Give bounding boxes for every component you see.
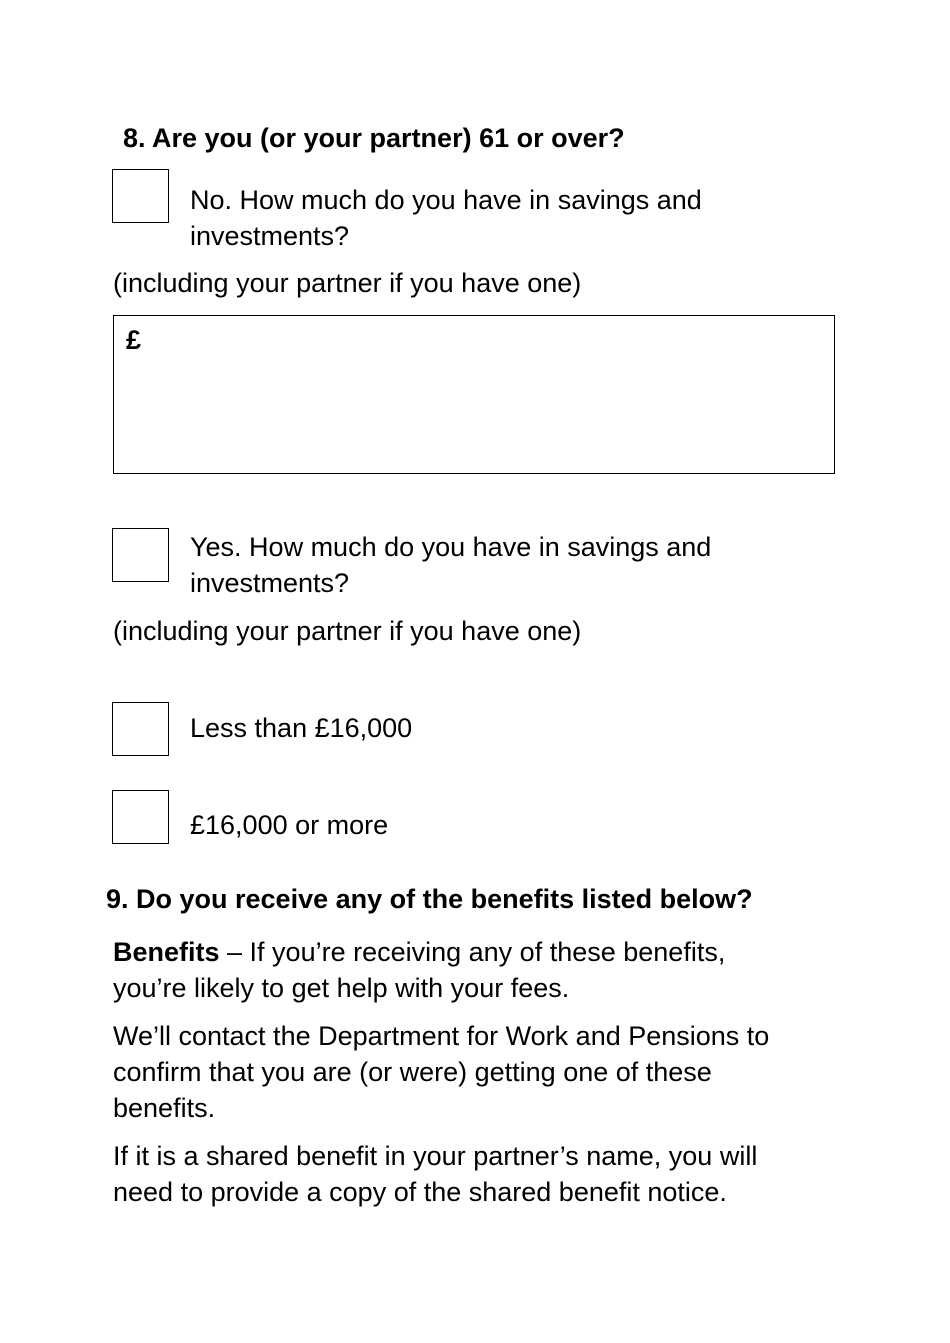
question-8-heading: 8. Are you (or your partner) 61 or over? xyxy=(123,123,625,153)
no-checkbox[interactable] xyxy=(112,169,169,223)
benefits-paragraph-line1 xyxy=(113,934,843,970)
16000-or-more-checkbox[interactable] xyxy=(112,790,169,844)
dwp-paragraph-line3: benefits. xyxy=(113,1093,216,1123)
yes-option-label-line1: Yes. How much do you have in savings and xyxy=(190,532,712,562)
question-9-heading: 9. Do you receive any of the benefits listed below? xyxy=(106,884,753,914)
dwp-paragraph-line2: confirm that you are (or were) getting one of these xyxy=(113,1057,712,1087)
no-option-label xyxy=(190,182,702,254)
yes-option-note: (including your partner if you have one) xyxy=(113,616,582,646)
no-option-note: (including your partner if you have one) xyxy=(113,268,582,298)
less-than-16000-label: Less than £16,000 xyxy=(190,713,413,743)
savings-amount-input[interactable] xyxy=(154,322,814,358)
dwp-paragraph-line1: We’ll contact the Department for Work and Pensions to xyxy=(113,1021,770,1051)
shared-benefit-paragraph xyxy=(113,1138,843,1210)
savings-amount-box xyxy=(113,315,835,474)
pound-sign: £ xyxy=(126,325,142,355)
shared-benefit-line2: need to provide a copy of the shared benefit notice. xyxy=(113,1177,727,1207)
yes-option-label xyxy=(190,529,711,601)
less-than-16000-checkbox[interactable] xyxy=(112,702,169,756)
benefits-line1-rest: – If you’re receiving any of these benefits, xyxy=(219,937,726,967)
benefits-paragraph xyxy=(113,934,843,1006)
16000-or-more-label: £16,000 or more xyxy=(190,810,389,840)
no-option-label-line2: investments? xyxy=(190,221,350,251)
no-option-label-line1: No. How much do you have in savings and xyxy=(190,185,702,215)
benefits-paragraph-line2: you’re likely to get help with your fees. xyxy=(113,973,570,1003)
shared-benefit-line1: If it is a shared benefit in your partner’s name, you will xyxy=(113,1141,758,1171)
benefits-term: Benefits xyxy=(113,937,220,967)
yes-option-label-line2: investments? xyxy=(190,568,350,598)
dwp-contact-paragraph xyxy=(113,1018,843,1126)
yes-checkbox[interactable] xyxy=(112,528,169,582)
